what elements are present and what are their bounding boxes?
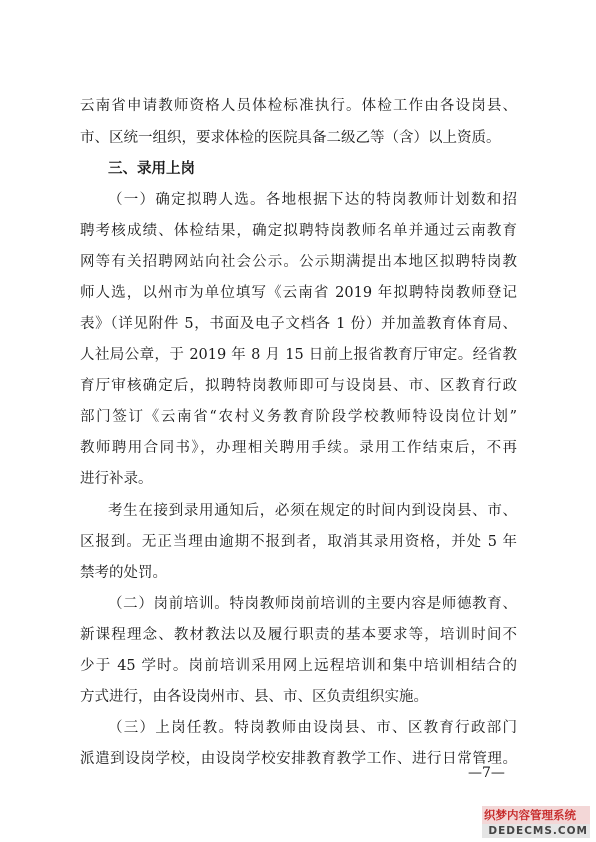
watermark — [482, 806, 590, 838]
body-line: 方式进行，由各设岗州市、县、市、区负责组织实施。 — [80, 689, 428, 705]
body-line: 教师聘用合同书》，办理相关聘用手续。录用工作结束后，不再 — [80, 440, 517, 456]
watermark-domain: DEDECMS.COM — [482, 824, 590, 838]
body-line: （二）岗前培训。特岗教师岗前培训的主要内容是师德教育、 — [108, 596, 517, 612]
body-line: 区报到。无正当理由逾期不报到者，取消其录用资格，并处 5 年 — [80, 534, 517, 550]
body-line: 云南省申请教师资格人员体检标准执行。体检工作由各设岗县、 — [80, 98, 517, 114]
watermark-title: 织梦内容管理系统 — [482, 806, 590, 824]
body-line: 网等有关招聘网站向社会公示。公示期满提出本地区拟聘特岗教 — [80, 254, 517, 270]
body-line: 部门签订《云南省“农村义务教育阶段学校教师特设岗位计划” — [80, 409, 517, 425]
body-line: 师人选，以州市为单位填写《云南省 2019 年拟聘特岗教师登记 — [80, 285, 517, 301]
section-heading: 三、录用上岗 — [108, 161, 195, 177]
body-line: 聘考核成绩、体检结果，确定拟聘特岗教师名单并通过云南教育 — [80, 223, 517, 239]
body-line: （三）上岗任教。特岗教师由设岗县、市、区教育行政部门 — [108, 720, 517, 736]
body-line: 市、区统一组织，要求体检的医院具备二级乙等（含）以上资质。 — [80, 130, 501, 146]
body-line: 考生在接到录用通知后，必须在规定的时间内到设岗县、市、 — [108, 503, 517, 519]
body-line: 禁考的处罚。 — [80, 565, 167, 581]
body-line: 表》（详见附件 5，书面及电子文档各 1 份）并加盖教育体育局、 — [80, 316, 517, 332]
body-line: 新课程理念、教材教法以及履行职责的基本要求等，培训时间不 — [80, 627, 517, 643]
body-line: （一）确定拟聘人选。各地根据下达的特岗教师计划数和招 — [108, 192, 517, 208]
body-line: 人社局公章，于 2019 年 8 月 15 日前上报省教育厅审定。经省教 — [80, 347, 517, 363]
page-number: —7— — [468, 765, 505, 781]
body-line: 派遣到设岗学校，由设岗学校安排教育教学工作、进行日常管理。 — [80, 751, 517, 767]
body-line: 进行补录。 — [80, 471, 153, 487]
body-line: 育厅审核确定后，拟聘特岗教师即可与设岗县、市、区教育行政 — [80, 378, 517, 394]
body-line: 少于 45 学时。岗前培训采用网上远程培训和集中培训相结合的 — [80, 658, 517, 674]
